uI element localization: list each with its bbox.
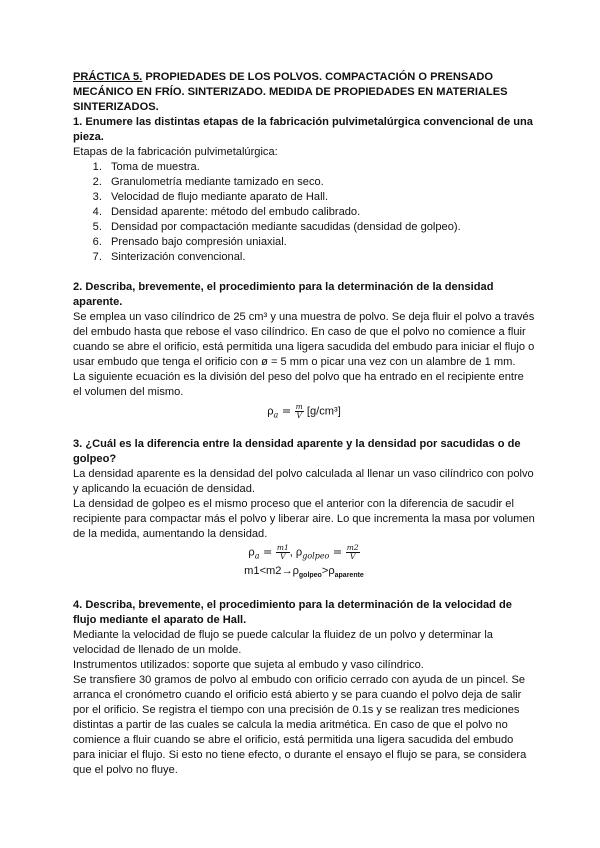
q4-paragraph-2: Instrumentos utilizados: soporte que sujeta al embudo y vaso cilíndrico. xyxy=(73,658,424,671)
eq-rho: ρ xyxy=(248,546,255,559)
list-item: 1. Toma de muestra. xyxy=(105,160,535,175)
q3-paragraph-2: La densidad de golpeo es el mismo proceso que el anterior con la diferencia de sacudir el recipiente para compactar más el polvo y liberar aire. Lo que incrementa la masa por volumen de la medida, aumentando la densidad. xyxy=(73,498,535,541)
eq-denominator: V xyxy=(280,552,286,562)
list-item: 6. Prensado bajo compresión uniaxial. xyxy=(105,235,535,250)
eq-subscript: a xyxy=(273,410,279,420)
q3-equation-2 xyxy=(73,564,535,583)
list-item: 2. Granulometría mediante tamizado en seco. xyxy=(105,175,535,190)
document-title xyxy=(73,70,535,115)
q4-heading: 4. Describa, brevemente, el procedimiento para la determinación de la velocidad de flujo mediante el aparato de Hall. xyxy=(73,598,512,626)
eq-rho: ρ xyxy=(267,405,274,418)
q2-equation xyxy=(73,403,535,422)
eq-fraction xyxy=(295,403,304,420)
eq-subscript: golpeo xyxy=(302,551,330,561)
q1-heading: 1. Enumere las distintas etapas de la fabricación pulvimetalúrgica convencional de una pieza. xyxy=(73,116,533,143)
q1-steps-list xyxy=(73,160,535,265)
eq-subscript: aparente xyxy=(334,571,364,579)
eq-equals: = xyxy=(329,545,346,559)
list-item: 3. Velocidad de flujo mediante aparato de Hall. xyxy=(105,190,535,205)
eq-subscript: a xyxy=(254,551,260,561)
list-item: 7. Sinterización convencional. xyxy=(105,250,535,265)
q3-heading: 3. ¿Cuál es la diferencia entre la densidad aparente y la densidad por sacudidas o de golpeo? xyxy=(73,438,521,466)
q1-intro: Etapas de la fabricación pulvimetalúrgica: xyxy=(73,146,278,158)
q4-paragraph-1: Mediante la velocidad de flujo se puede calcular la fluidez de un polvo y determinar la velocidad de llenado de un molde. xyxy=(73,628,493,656)
q2-heading: 2. Describa, brevemente, el procedimiento para la determinación de la densidad aparente. xyxy=(73,281,494,308)
q4-paragraph-3: Se transfiere 30 gramos de polvo al embudo con orificio cerrado con ayuda de un pincel. Se arranca el cronómetro cuando el orificio está abierto y se para cuando el polvo deja de salir por el orificio. Se registra el tiempo con una precisión de 0.1s y se realizan tres mediciones distintas a partir de las cuales se calcula la media aritmética. En caso de que el polvo no comience a fluir cuando se abre el orificio, está permitida una ligera sacudida del embudo para iniciar el flujo. Si esto no tiene efecto, o durante el ensayo el flujo se para, se considera que el polvo no fluye. xyxy=(73,673,527,776)
eq-numerator: m2 xyxy=(346,543,359,553)
document-content xyxy=(73,70,535,778)
list-item: 4. Densidad aparente: método del embudo calibrado. xyxy=(105,205,535,220)
eq-gt: >ρ xyxy=(321,564,335,577)
eq-separator: , ρ xyxy=(289,546,303,559)
eq-equals: = xyxy=(278,404,295,418)
q2-paragraph-2: La siguiente ecuación es la división del peso del polvo que ha entrado en el recipiente entre el volumen del mismo. xyxy=(73,371,524,398)
list-item: 5. Densidad por compactación mediante sacudidas (densidad de golpeo). xyxy=(105,220,535,235)
title-text: PROPIEDADES DE LOS POLVOS. COMPACTACIÓN O PRENSADO MECÁNICO EN FRÍO. SINTERIZADO. MEDIDA DE PROPIEDADES EN MATERIALES SINTERIZADOS. xyxy=(73,71,508,113)
eq-denominator: V xyxy=(349,552,356,562)
eq-numerator: m xyxy=(295,402,303,411)
q2-paragraph-1: Se emplea un vaso cilíndrico de 25 cm³ y una muestra de polvo. Se deja fluir el polvo a través del embudo hasta que rebose el vaso cilíndrico. En caso de que el polvo no comience a fluir cuando se abre el orificio, está permitida una ligera sacudida del embudo para iniciar el flujo o usar embudo que tenga el orificio con ø = 5 mm o picar una vez con un alambre de 1 mm. xyxy=(73,311,535,368)
eq-subscript: golpeo xyxy=(298,571,322,579)
eq-numerator: m1 xyxy=(276,543,289,553)
eq-equals: = xyxy=(259,545,276,559)
eq-unit: [g/cm³] xyxy=(303,405,341,418)
q3-paragraph-1: La densidad aparente es la densidad del polvo calculada al llenar un vaso cilíndrico con polvo y aplicando la ecuación de densidad. xyxy=(73,468,534,496)
eq-denominator: V xyxy=(296,411,302,420)
title-prefix: PRÁCTICA 5. xyxy=(73,71,143,83)
eq-fraction xyxy=(346,544,360,561)
q3-equation-1 xyxy=(73,544,535,563)
eq-lhs: m1<m2→ρ xyxy=(244,564,299,577)
eq-fraction xyxy=(276,544,290,561)
